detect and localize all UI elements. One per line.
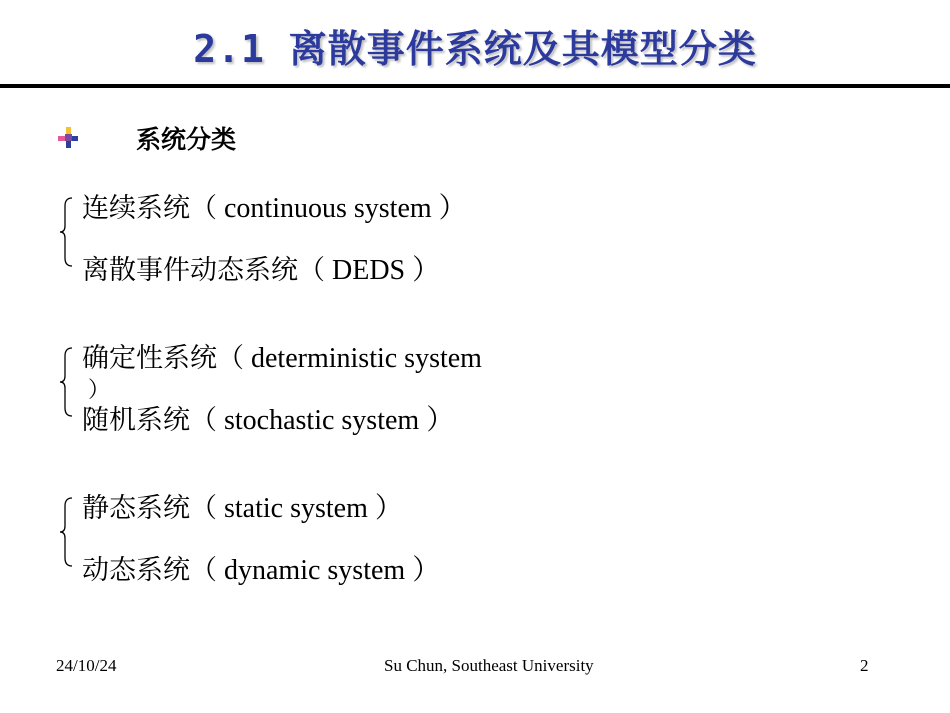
list-item <box>82 492 403 526</box>
left-brace-icon <box>58 346 74 418</box>
bullet-heading: 系统分类 <box>136 125 237 154</box>
list-item <box>82 554 440 588</box>
slide-title: 2.1 离散事件系统及其模型分类 <box>193 27 757 71</box>
item-english: continuous system ） <box>217 193 467 224</box>
left-brace-icon <box>58 496 74 568</box>
left-brace-icon <box>58 196 74 268</box>
item-english: deterministic system <box>244 343 482 374</box>
footer-author: Su Chun, Southeast University <box>384 656 594 675</box>
item-chinese: 静态系统（ <box>82 493 217 524</box>
list-item <box>82 192 467 226</box>
cross-bullet-icon <box>56 125 80 149</box>
list-item <box>82 342 482 376</box>
item-english: DEDS ） <box>325 255 441 286</box>
item-english: static system ） <box>217 493 403 524</box>
footer-date: 24/10/24 <box>56 656 117 675</box>
item-chinese: 确定性系统（ <box>82 343 244 374</box>
title-divider <box>0 84 950 88</box>
list-item <box>82 404 454 438</box>
wrapped-paren: ） <box>88 378 111 403</box>
item-chinese: 离散事件动态系统（ <box>82 255 325 286</box>
list-item <box>82 254 440 288</box>
item-chinese: 连续系统（ <box>82 193 217 224</box>
item-chinese: 动态系统（ <box>82 555 217 586</box>
footer-page-number: 2 <box>860 656 869 675</box>
item-chinese: 随机系统（ <box>82 405 217 436</box>
item-english: stochastic system ） <box>217 405 455 436</box>
item-english: dynamic system ） <box>217 555 441 586</box>
